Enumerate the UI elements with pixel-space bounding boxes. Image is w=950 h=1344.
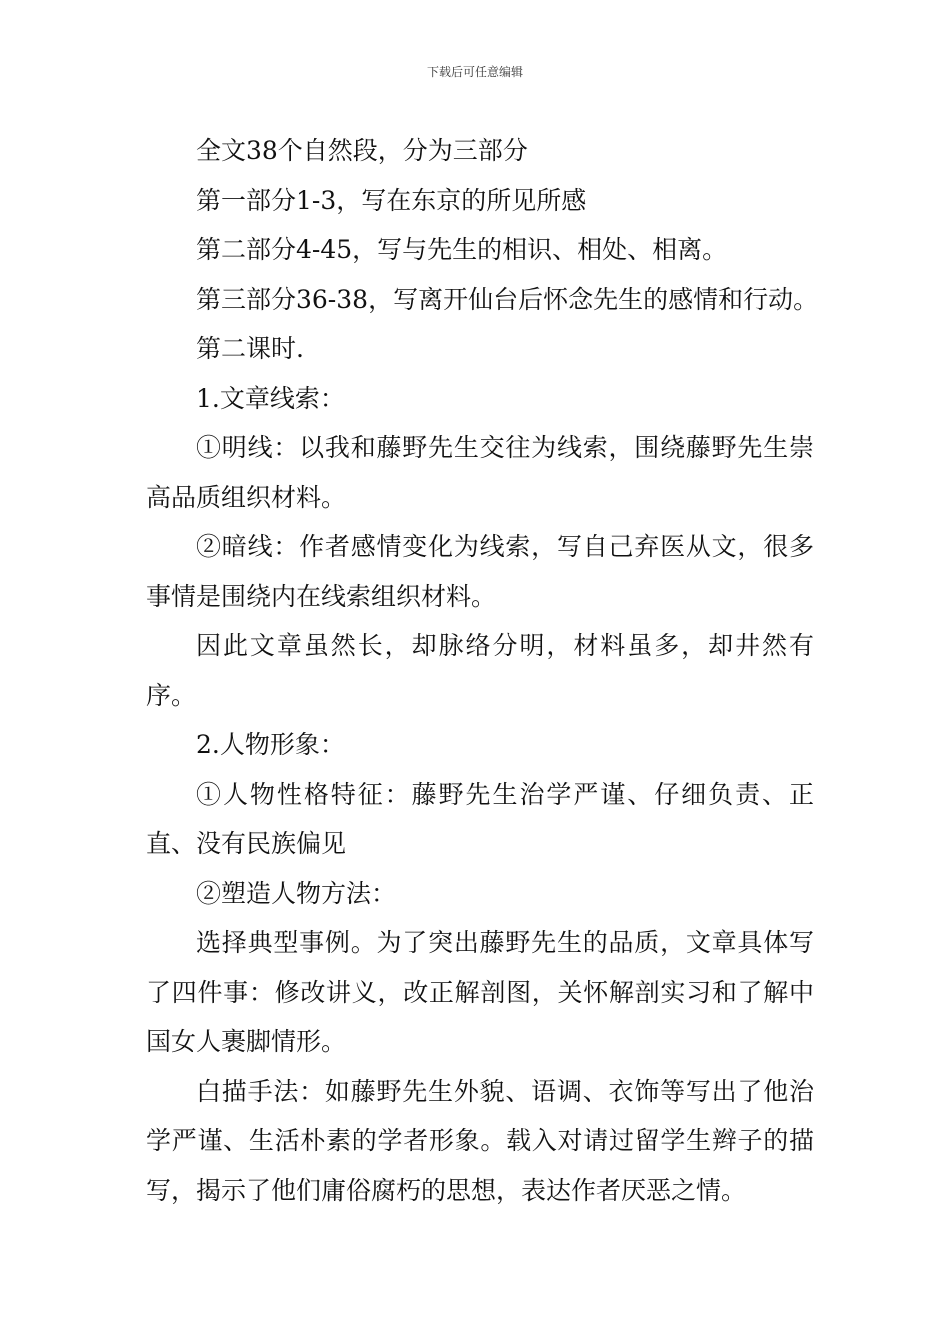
- paragraph-explicit-clue: ①明线：以我和藤野先生交往为线索，围绕藤野先生崇高品质组织材料。: [146, 433, 814, 512]
- section-heading-second-lesson: 第二课时.: [196, 334, 304, 363]
- paragraph-typical-examples: 选择典型事例。为了突出藤野先生的品质，文章具体写了四件事：修改讲义，改正解剖图，关怀解剖实习和了解中国女人裹脚情形。: [146, 928, 814, 1056]
- heading-article-clues: 1.文章线索：: [196, 383, 345, 413]
- paragraph-sketch-technique: 白描手法：如藤野先生外貌、语调、衣饰等写出了他治学严谨、生活朴素的学者形象。载入对请过留学生辫子的描写，揭示了他们庸俗腐朽的思想，表达作者厌恶之情。: [146, 1076, 814, 1205]
- paragraph-part-three: 第三部分36-38，写离开仙台后怀念先生的感情和行动。: [196, 284, 819, 314]
- heading-characterization-methods: ②塑造人物方法：: [196, 878, 397, 908]
- document-body: [146, 126, 819, 1215]
- paragraph-character-traits: ①人物性格特征：藤野先生治学严谨、仔细负责、正直、没有民族偏见: [146, 779, 814, 858]
- paragraph-clue-conclusion: 因此文章虽然长，却脉络分明，材料虽多，却井然有序。: [146, 631, 814, 710]
- page-header: 下载后可任意编辑: [426, 65, 523, 79]
- paragraph-part-two: 第二部分4-45，写与先生的相识、相处、相离。: [196, 235, 728, 264]
- paragraph-structure-overview: 全文38个自然段，分为三部分: [196, 136, 528, 165]
- paragraph-implicit-clue: ②暗线：作者感情变化为线索，写自己弃医从文，很多事情是围绕内在线索组织材料。: [146, 532, 814, 611]
- heading-character-image: 2.人物形象：: [196, 730, 345, 759]
- paragraph-part-one: 第一部分1-3，写在东京的所见所感: [196, 185, 587, 215]
